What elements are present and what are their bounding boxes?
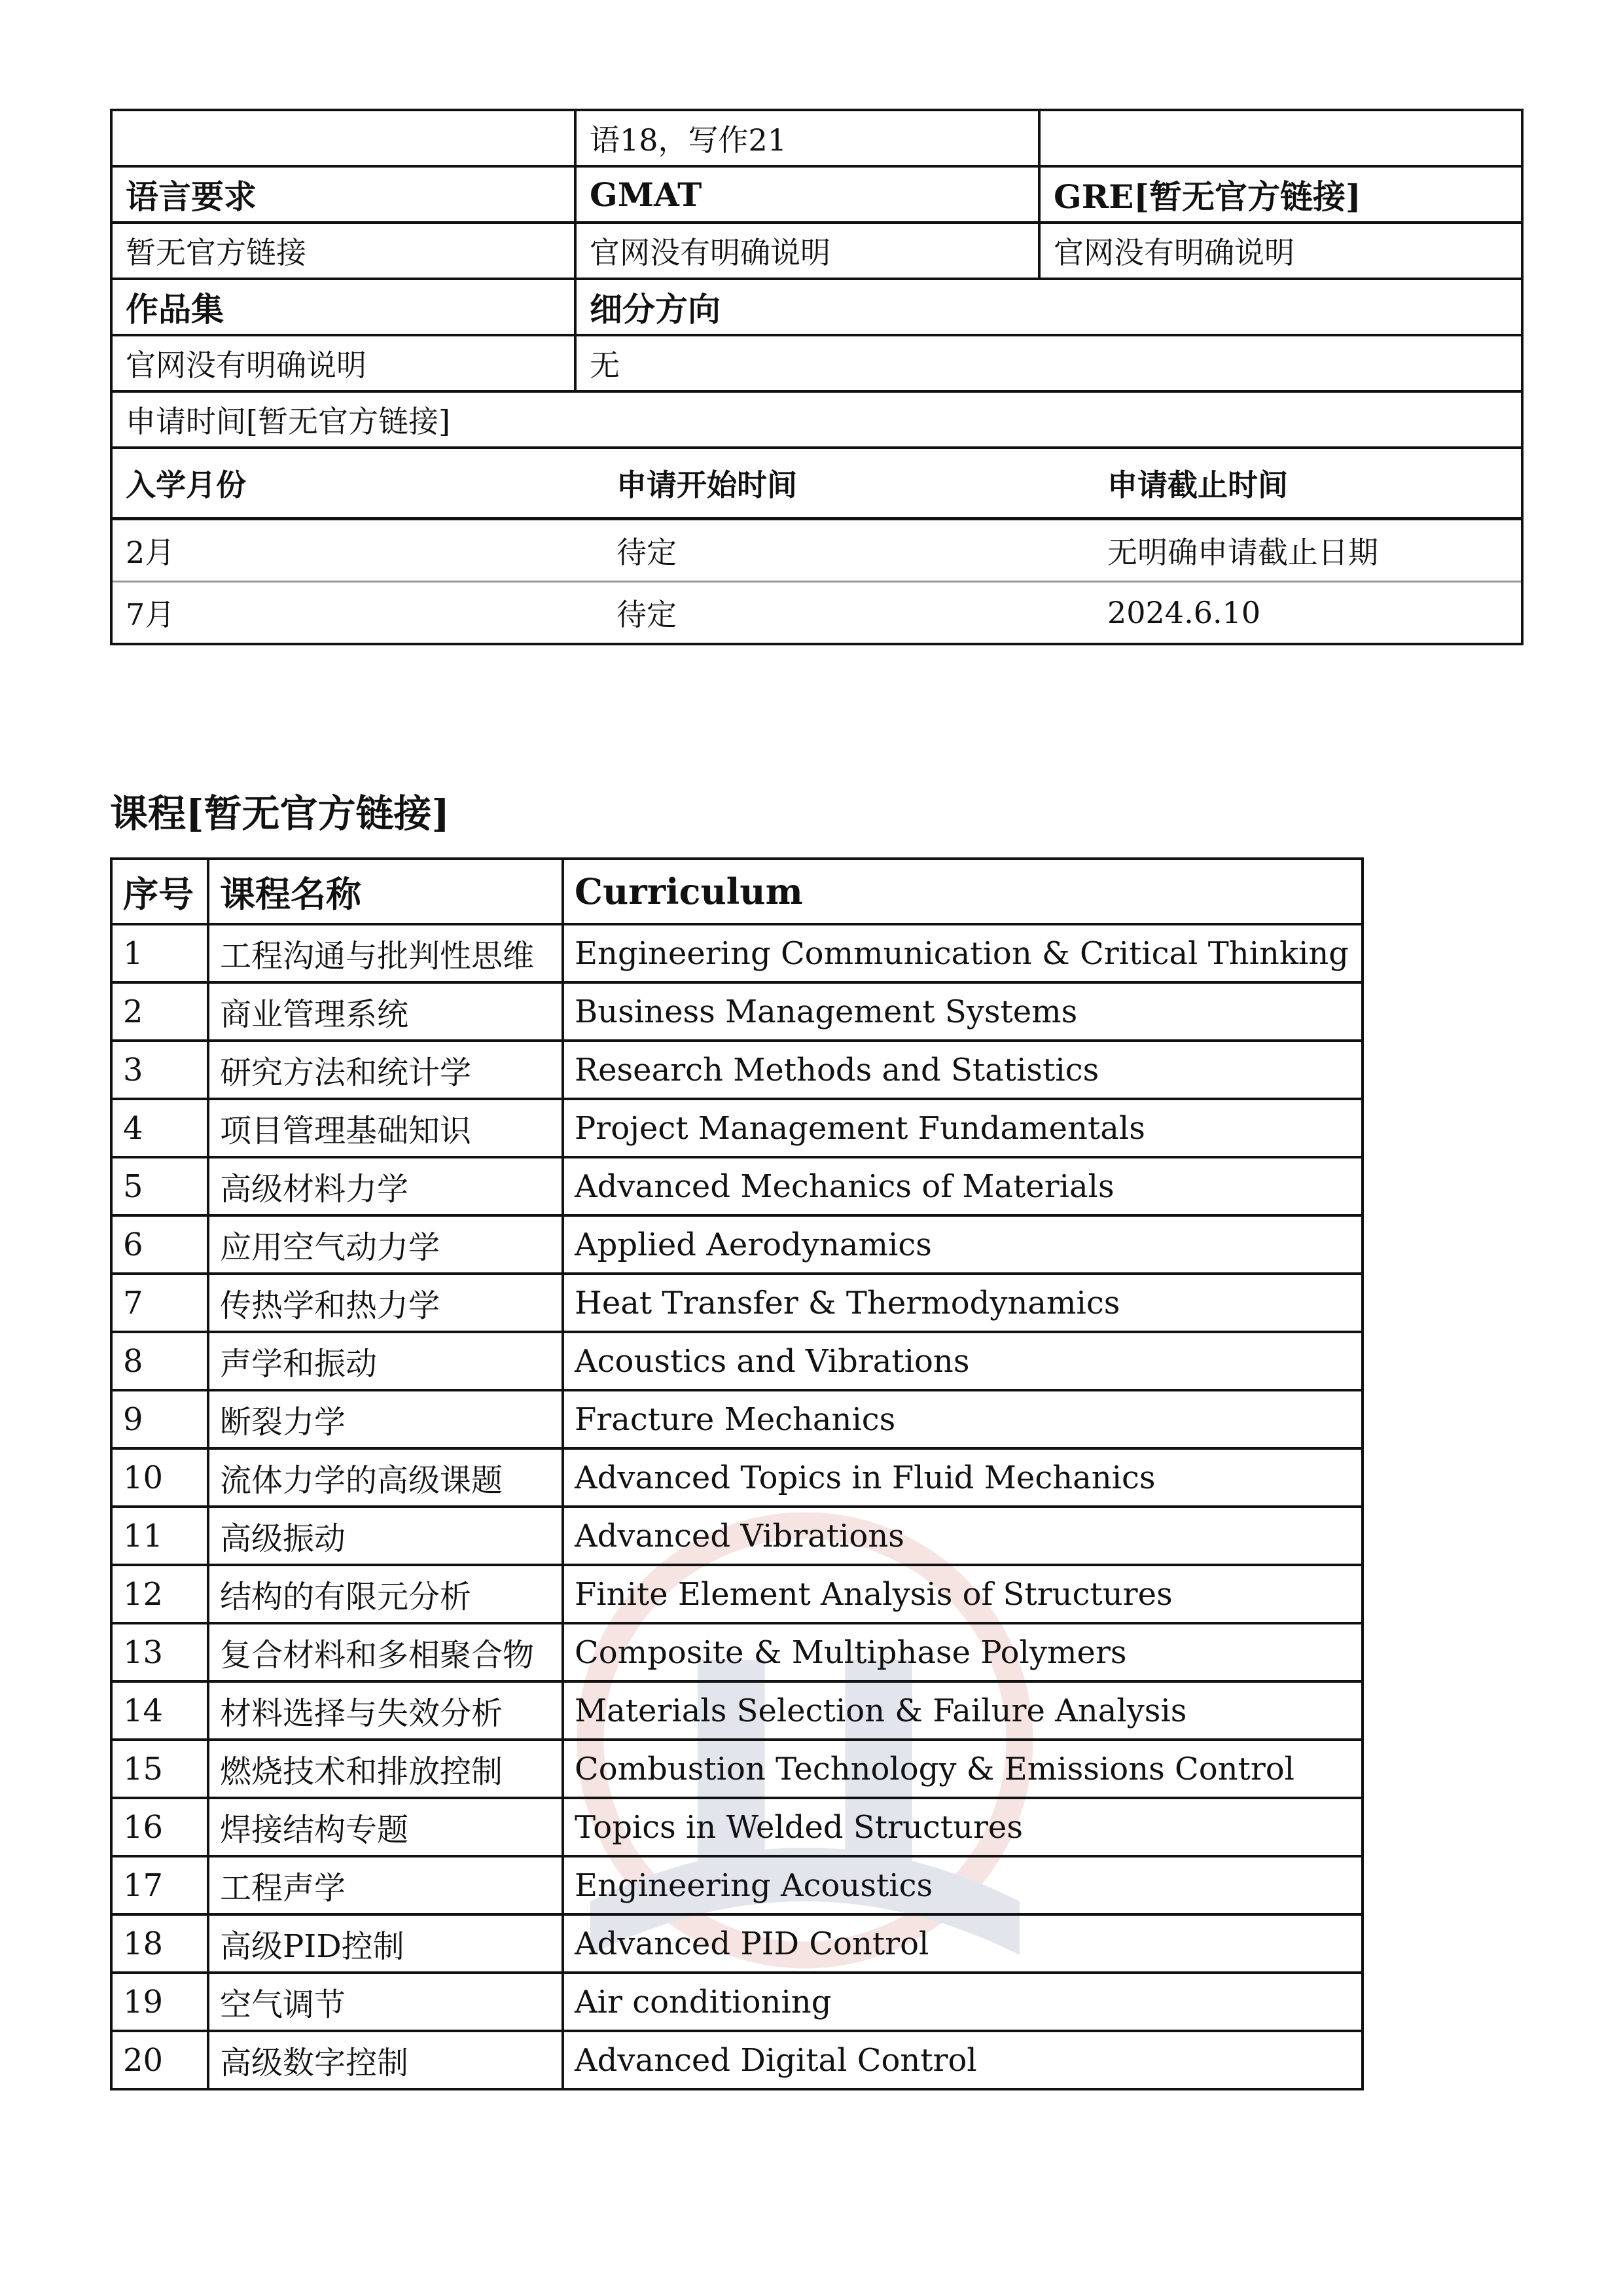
course-row — [111, 982, 1363, 1041]
portfolio-value: 官网没有明确说明 — [111, 335, 575, 391]
course-number: 2 — [111, 982, 208, 1041]
course-number: 10 — [111, 1448, 208, 1507]
course-number: 19 — [111, 1973, 208, 2031]
course-name-cn: 高级振动 — [208, 1507, 563, 1565]
course-number: 3 — [111, 1041, 208, 1099]
course-row — [111, 1215, 1363, 1274]
course-name-cn: 项目管理基础知识 — [208, 1099, 563, 1157]
course-name-en: Materials Selection & Failure Analysis — [563, 1681, 1363, 1740]
application-start: 待定 — [616, 597, 677, 632]
gre-value: 官网没有明确说明 — [1039, 223, 1522, 279]
course-number: 7 — [111, 1274, 208, 1332]
course-number: 13 — [111, 1623, 208, 1681]
course-name-en: Applied Aerodynamics — [563, 1215, 1363, 1274]
course-name-en: Acoustics and Vibrations — [563, 1332, 1363, 1390]
course-number: 4 — [111, 1099, 208, 1157]
course-name-en: Engineering Acoustics — [563, 1856, 1363, 1914]
gmat-value: 官网没有明确说明 — [575, 223, 1039, 279]
course-number: 17 — [111, 1856, 208, 1914]
course-name-en: Finite Element Analysis of Structures — [563, 1565, 1363, 1623]
info-row — [111, 448, 1522, 644]
course-row — [111, 1565, 1363, 1623]
course-number: 15 — [111, 1740, 208, 1798]
course-number: 5 — [111, 1157, 208, 1215]
course-row — [111, 1390, 1363, 1448]
course-number: 20 — [111, 2031, 208, 2089]
course-name-en: Advanced Vibrations — [563, 1507, 1363, 1565]
info-row — [111, 391, 1522, 448]
course-name-cn: 材料选择与失效分析 — [208, 1681, 563, 1740]
course-number: 16 — [111, 1798, 208, 1856]
number-header: 序号 — [111, 859, 208, 924]
info-cell — [111, 110, 575, 166]
course-name-en: Composite & Multiphase Polymers — [563, 1623, 1363, 1681]
course-name-en: Engineering Communication & Critical Thinking — [563, 924, 1363, 982]
info-row — [111, 335, 1522, 391]
course-name-cn: 工程沟通与批判性思维 — [208, 924, 563, 982]
info-row — [111, 110, 1522, 166]
course-row — [111, 1332, 1363, 1390]
portfolio-label: 作品集 — [111, 279, 575, 335]
gmat-label: GMAT — [575, 166, 1039, 223]
course-row — [111, 1740, 1363, 1798]
course-name-cn: 研究方法和统计学 — [208, 1041, 563, 1099]
application-dates-table — [113, 449, 1521, 643]
course-row — [111, 2031, 1363, 2089]
course-name-cn: 空气调节 — [208, 1973, 563, 2031]
course-number: 1 — [111, 924, 208, 982]
course-row — [111, 1507, 1363, 1565]
course-table — [110, 857, 1364, 2090]
dates-row — [113, 582, 1521, 643]
course-name-cn: 燃烧技术和排放控制 — [208, 1740, 563, 1798]
course-row — [111, 924, 1363, 982]
application-deadline-header: 申请截止时间 — [1094, 449, 1521, 519]
gre-label: GRE[暂无官方链接] — [1039, 166, 1522, 223]
language-requirement-value: 暂无官方链接 — [111, 223, 575, 279]
application-start-header: 申请开始时间 — [603, 449, 1094, 519]
course-name-cn: 高级材料力学 — [208, 1157, 563, 1215]
info-cell — [1039, 110, 1522, 166]
course-number: 9 — [111, 1390, 208, 1448]
course-row — [111, 1914, 1363, 1973]
course-name-cn: 应用空气动力学 — [208, 1215, 563, 1274]
course-name-cn: 高级数字控制 — [208, 2031, 563, 2089]
course-name-cn: 结构的有限元分析 — [208, 1565, 563, 1623]
course-row — [111, 1973, 1363, 2031]
course-name-header: 课程名称 — [208, 859, 563, 924]
language-requirement-label: 语言要求 — [111, 166, 575, 223]
course-name-en: Heat Transfer & Thermodynamics — [563, 1274, 1363, 1332]
info-row — [111, 166, 1522, 223]
course-row — [111, 1099, 1363, 1157]
course-row — [111, 1856, 1363, 1914]
course-name-en: Advanced PID Control — [563, 1914, 1363, 1973]
course-name-en: Fracture Mechanics — [563, 1390, 1363, 1448]
course-row — [111, 1448, 1363, 1507]
application-time-label: 申请时间[暂无官方链接] — [111, 391, 1522, 448]
course-name-cn: 高级PID控制 — [208, 1914, 563, 1973]
admission-info-table — [110, 109, 1524, 645]
course-header-row — [111, 859, 1363, 924]
course-name-cn: 工程声学 — [208, 1856, 563, 1914]
application-deadline: 无明确申请截止日期 — [1094, 519, 1521, 582]
course-row — [111, 1681, 1363, 1740]
intake-month: 2月 — [113, 519, 603, 582]
course-name-en: Combustion Technology & Emissions Control — [563, 1740, 1363, 1798]
course-name-en: Project Management Fundamentals — [563, 1099, 1363, 1157]
curriculum-header: Curriculum — [563, 859, 1363, 924]
dates-container — [111, 448, 1522, 644]
course-name-en: Advanced Mechanics of Materials — [563, 1157, 1363, 1215]
dates-row — [113, 519, 1521, 582]
specialization-label: 细分方向 — [575, 279, 1522, 335]
course-row — [111, 1157, 1363, 1215]
course-row — [111, 1041, 1363, 1099]
info-cell: 语18，写作21 — [575, 110, 1039, 166]
course-name-en: Advanced Digital Control — [563, 2031, 1363, 2089]
course-name-cn: 焊接结构专题 — [208, 1798, 563, 1856]
specialization-value: 无 — [575, 335, 1522, 391]
course-row — [111, 1274, 1363, 1332]
course-number: 11 — [111, 1507, 208, 1565]
course-name-en: Advanced Topics in Fluid Mechanics — [563, 1448, 1363, 1507]
course-name-cn: 声学和振动 — [208, 1332, 563, 1390]
course-name-cn: 商业管理系统 — [208, 982, 563, 1041]
course-name-en: Topics in Welded Structures — [563, 1798, 1363, 1856]
course-name-en: Business Management Systems — [563, 982, 1363, 1041]
courses-section-title: 课程[暂无官方链接] — [110, 791, 450, 836]
course-name-cn: 断裂力学 — [208, 1390, 563, 1448]
course-row — [111, 1798, 1363, 1856]
course-name-cn: 复合材料和多相聚合物 — [208, 1623, 563, 1681]
intake-month-header: 入学月份 — [113, 449, 603, 519]
course-number: 18 — [111, 1914, 208, 1973]
course-name-en: Research Methods and Statistics — [563, 1041, 1363, 1099]
course-number: 6 — [111, 1215, 208, 1274]
course-name-cn: 传热学和热力学 — [208, 1274, 563, 1332]
dates-header-row — [113, 449, 1521, 519]
info-row — [111, 279, 1522, 335]
course-number: 12 — [111, 1565, 208, 1623]
course-name-en: Air conditioning — [563, 1973, 1363, 2031]
course-number: 8 — [111, 1332, 208, 1390]
course-name-cn: 流体力学的高级课题 — [208, 1448, 563, 1507]
application-deadline: 2024.6.10 — [1107, 595, 1261, 630]
course-row — [111, 1623, 1363, 1681]
application-start: 待定 — [603, 519, 1094, 582]
info-row — [111, 223, 1522, 279]
course-number: 14 — [111, 1681, 208, 1740]
intake-month: 7月 — [126, 597, 175, 632]
